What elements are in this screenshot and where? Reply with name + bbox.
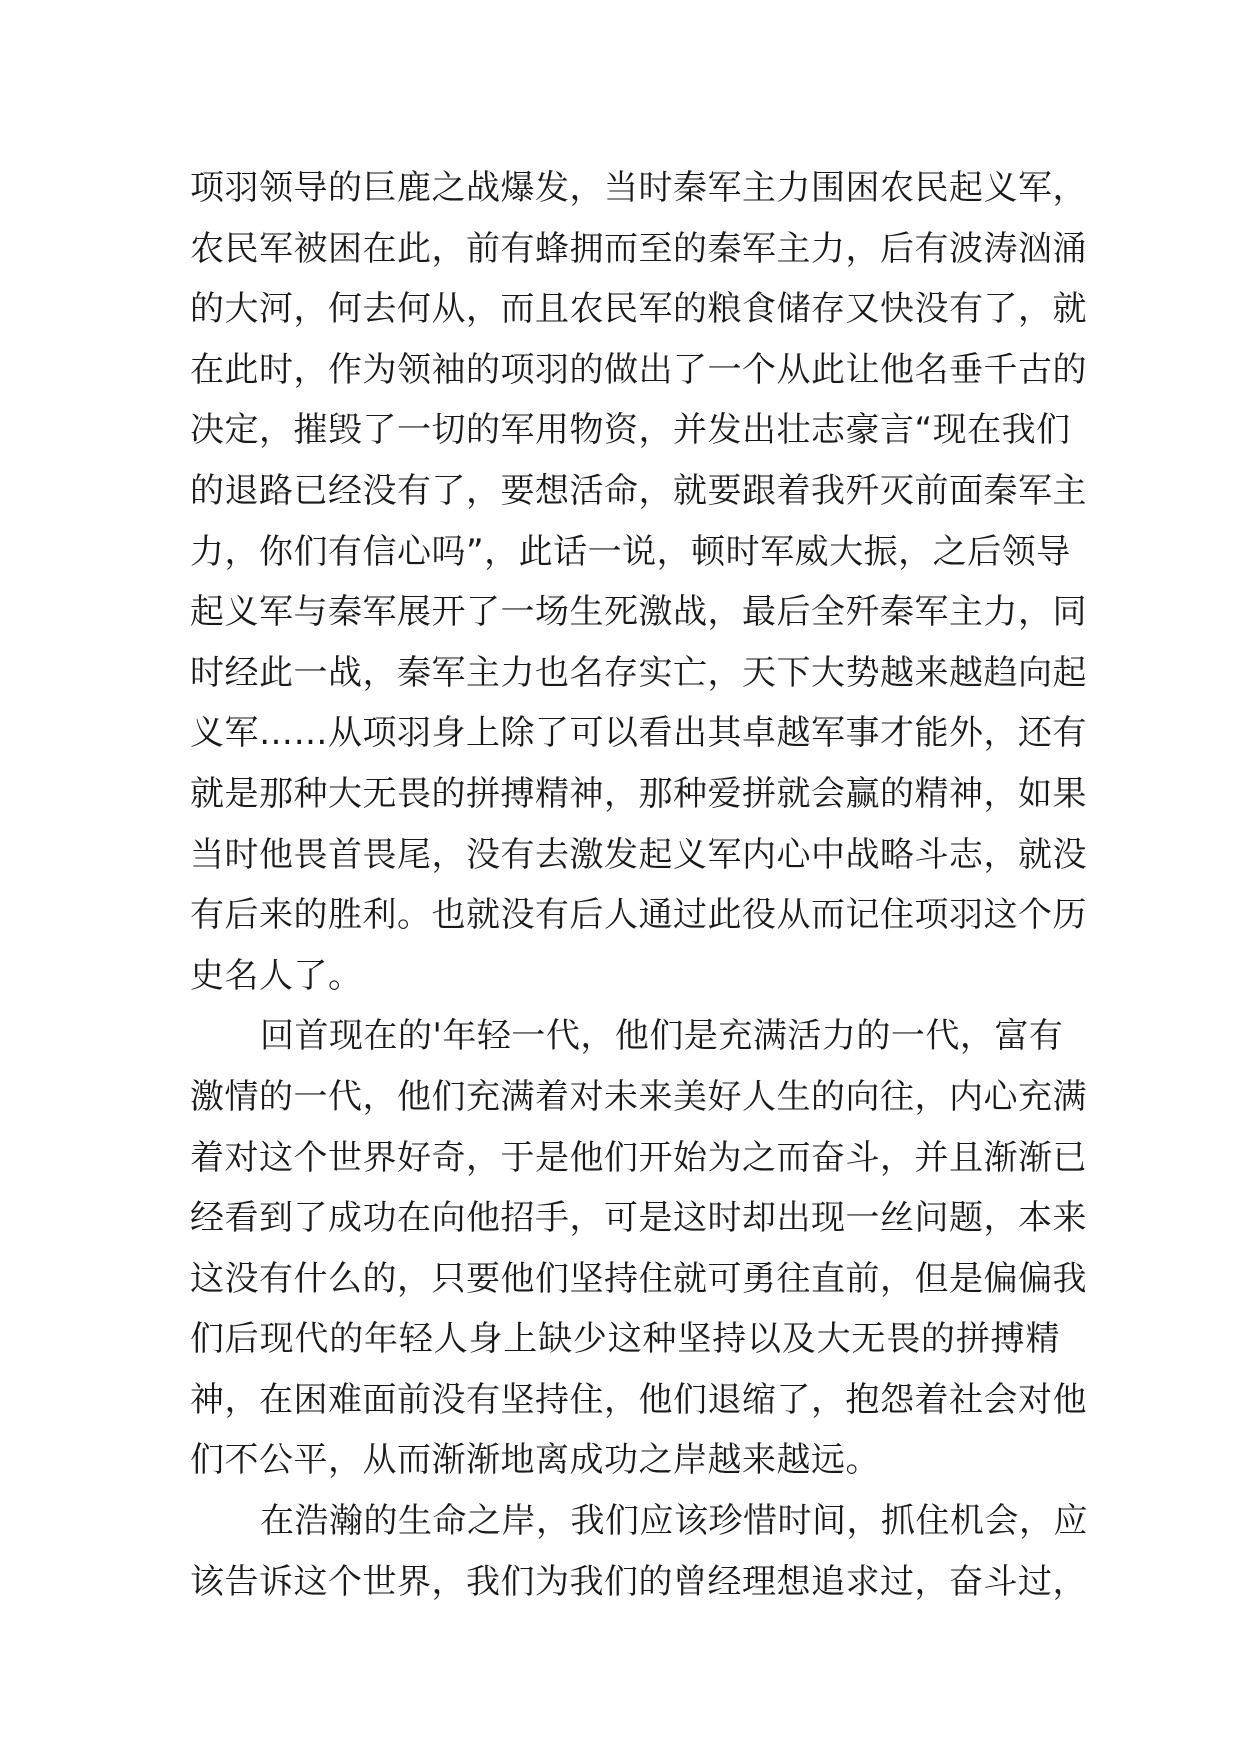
text-line: 神，在困难面前没有坚持住，他们退缩了，抱怨着社会对他 (190, 1379, 1087, 1420)
text-line: 时经此一战，秦军主力也名存实亡，天下大势越来越趋向起 (190, 652, 1087, 693)
text-line: 们后现代的年轻人身上缺少这种坚持以及大无畏的拼搏精 (190, 1319, 1060, 1360)
text-line: 当时他畏首畏尾，没有去激发起义军内心中战略斗志，就没 (190, 834, 1087, 875)
text-line: 该告诉这个世界，我们为我们的曾经理想追求过，奋斗过， (190, 1561, 1087, 1602)
text-line: 农民军被困在此，前有蜂拥而至的秦军主力，后有波涛汹涌 (190, 228, 1087, 269)
text-line: 义军……从项羽身上除了可以看出其卓越军事才能外，还有 (190, 713, 1087, 754)
text-line: 着对这个世界好奇，于是他们开始为之而奋斗，并且渐渐已 (190, 1137, 1087, 1178)
text-line: 力，你们有信心吗”，此话一说，顿时军威大振，之后领导 (190, 531, 1071, 572)
text-line: 在此时，作为领袖的项羽的做出了一个从此让他名垂千古的 (190, 349, 1087, 390)
text-line: 起义军与秦军展开了一场生死激战，最后全歼秦军主力，同 (190, 592, 1087, 633)
text-line: 激情的一代，他们充满着对未来美好人生的向往，内心充满 (190, 1076, 1087, 1117)
text-line: 项羽领导的巨鹿之战爆发，当时秦军主力围困农民起义军， (190, 168, 1087, 208)
text-line: 们不公平，从而渐渐地离成功之岸越来越远。 (190, 1440, 880, 1481)
text-line: 的大河，何去何从，而且农民军的粮食储存又快没有了，就 (190, 289, 1087, 330)
text-line: 就是那种大无畏的拼搏精神，那种爱拼就会赢的精神，如果 (190, 773, 1087, 814)
text-line: 的退路已经没有了，要想活命，就要跟着我歼灭前面秦军主 (190, 470, 1087, 511)
text-line: 经看到了成功在向他招手，可是这时却出现一丝问题，本来 (190, 1198, 1087, 1239)
text-line: 决定，摧毁了一切的军用物资，并发出壮志豪言“现在我们 (190, 410, 1071, 451)
text-line: 在浩瀚的生命之岸，我们应该珍惜时间，抓住机会，应 (260, 1501, 1088, 1542)
text-line: 史名人了。 (190, 955, 363, 996)
body-text (190, 158, 1088, 1612)
text-line: 这没有什么的，只要他们坚持住就可勇往直前，但是偏偏我 (190, 1258, 1087, 1299)
text-line: 回首现在的'年轻一代，他们是充满活力的一代，富有 (260, 1016, 1064, 1057)
text-line: 有后来的胜利。也就没有后人通过此役从而记住项羽这个历 (190, 895, 1087, 936)
